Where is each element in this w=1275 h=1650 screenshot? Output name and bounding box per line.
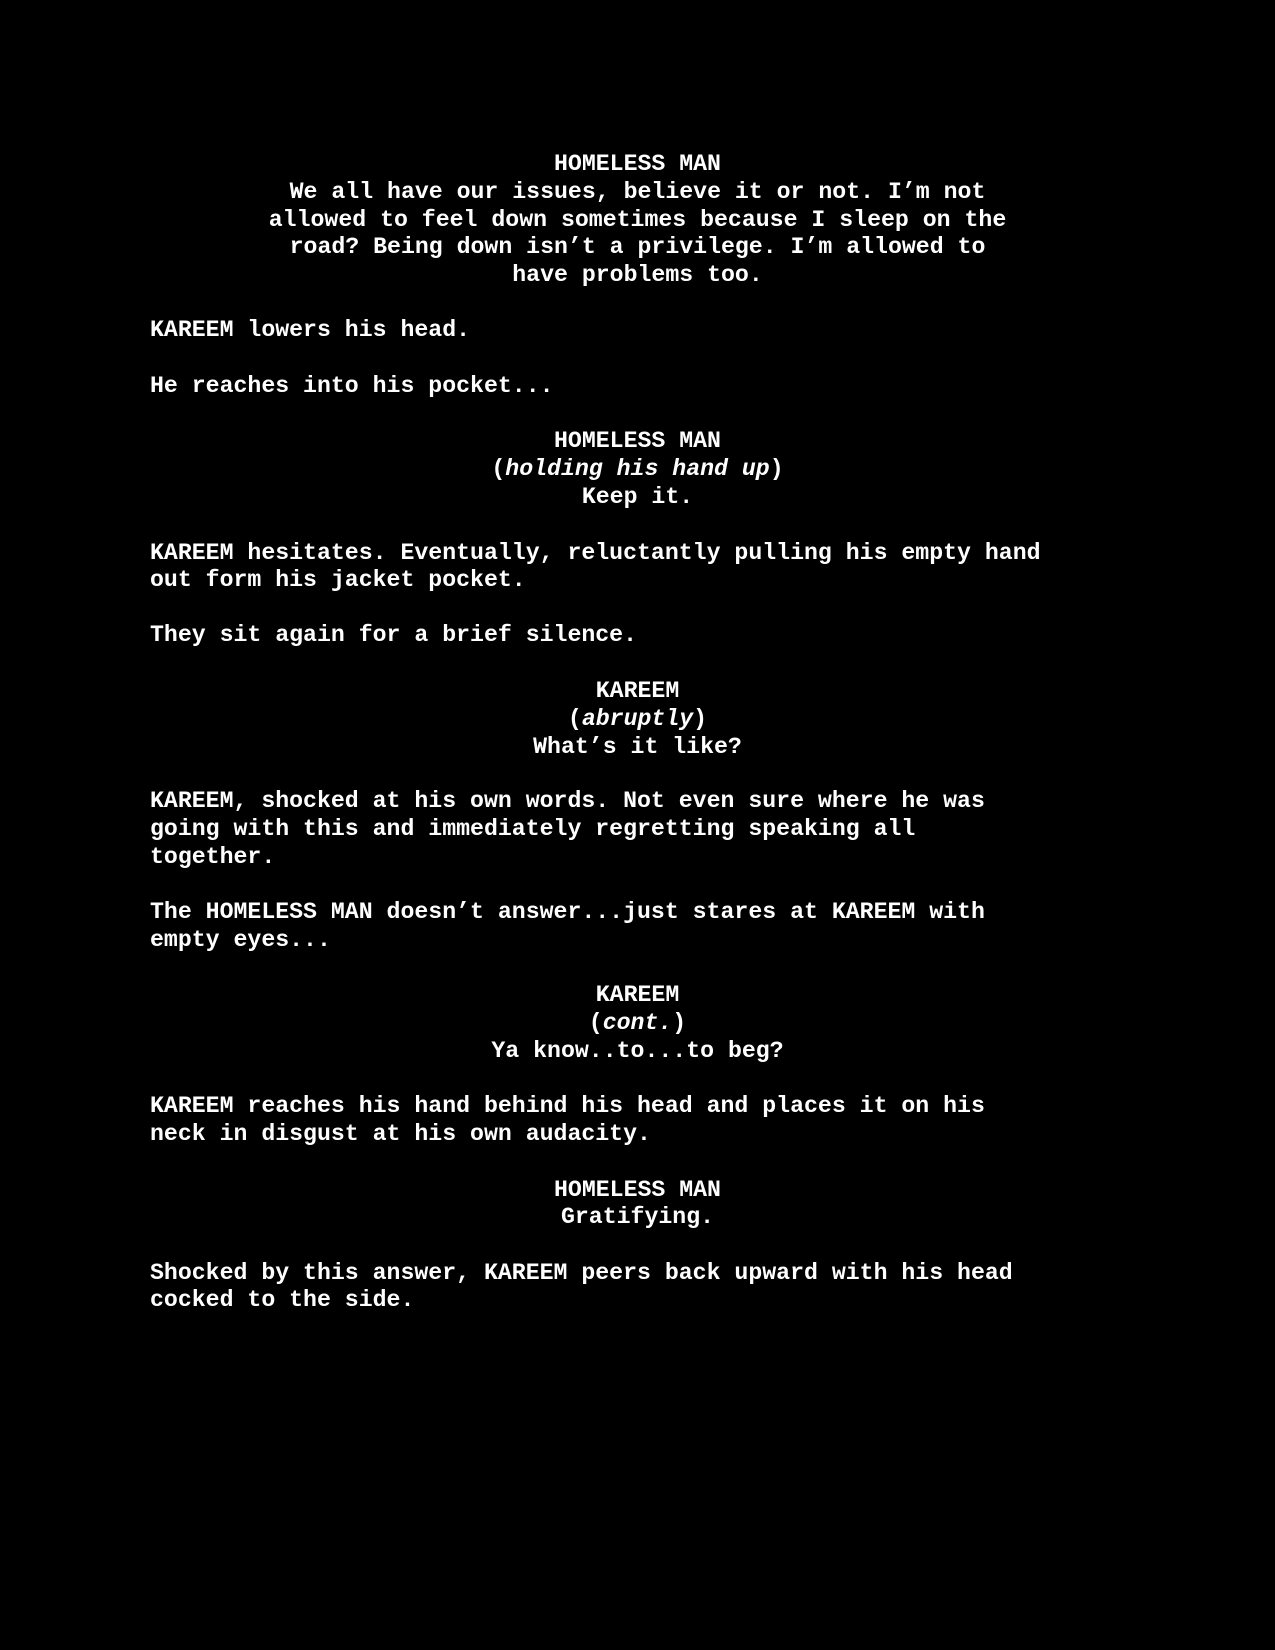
paren-open: ( [491,456,506,482]
paren-close: ) [769,456,784,482]
action-line: Shocked by this answer, KAREEM peers back upward with his head [150,1260,1013,1286]
dialogue-line: What’s it like? [533,734,742,760]
action-line: KAREEM hesitates. Eventually, reluctantly pulling his empty hand [150,540,1041,566]
dialogue-line: Ya know..to...to beg? [491,1038,784,1064]
character-name: KAREEM [595,982,680,1008]
parenthetical-text: holding his hand up [505,456,770,482]
action-line: cocked to the side. [150,1287,415,1313]
action-line: neck in disgust at his own audacity. [150,1121,651,1147]
dialogue-line: road? Being down isn’t a privilege. I’m allowed to [289,234,986,260]
parenthetical-text: abruptly [581,706,694,732]
parenthetical [0,1009,1275,1038]
action-line: KAREEM lowers his head. [150,317,471,343]
action-line: KAREEM, shocked at his own words. Not even sure where he was [150,788,985,814]
dialogue-line: Gratifying. [560,1204,715,1230]
parenthetical [0,455,1275,484]
action-line: KAREEM reaches his hand behind his head and places it on his [150,1093,985,1119]
action-line: together. [150,844,276,870]
parenthetical-text: cont. [602,1010,673,1036]
character-name: KAREEM [595,678,680,704]
action-line: out form his jacket pocket. [150,567,526,593]
paren-close: ) [693,706,708,732]
character-name: HOMELESS MAN [554,428,721,454]
action-line: empty eyes... [150,927,331,953]
parenthetical [0,705,1275,734]
action-line: He reaches into his pocket... [150,373,554,399]
action-line: They sit again for a brief silence. [150,622,638,648]
dialogue-line: allowed to feel down sometimes because I sleep on the [268,207,1007,233]
paren-open: ( [567,706,582,732]
action-line: going with this and immediately regretting speaking all [150,816,916,842]
dialogue-line: Keep it. [581,484,694,510]
paren-open: ( [588,1010,603,1036]
dialogue-line: have problems too. [512,262,763,288]
paren-close: ) [672,1010,687,1036]
character-name: HOMELESS MAN [554,151,721,177]
dialogue-line: We all have our issues, believe it or not. I’m not [289,179,986,205]
action-line: The HOMELESS MAN doesn’t answer...just stares at KAREEM with [150,899,985,925]
character-name: HOMELESS MAN [554,1177,721,1203]
